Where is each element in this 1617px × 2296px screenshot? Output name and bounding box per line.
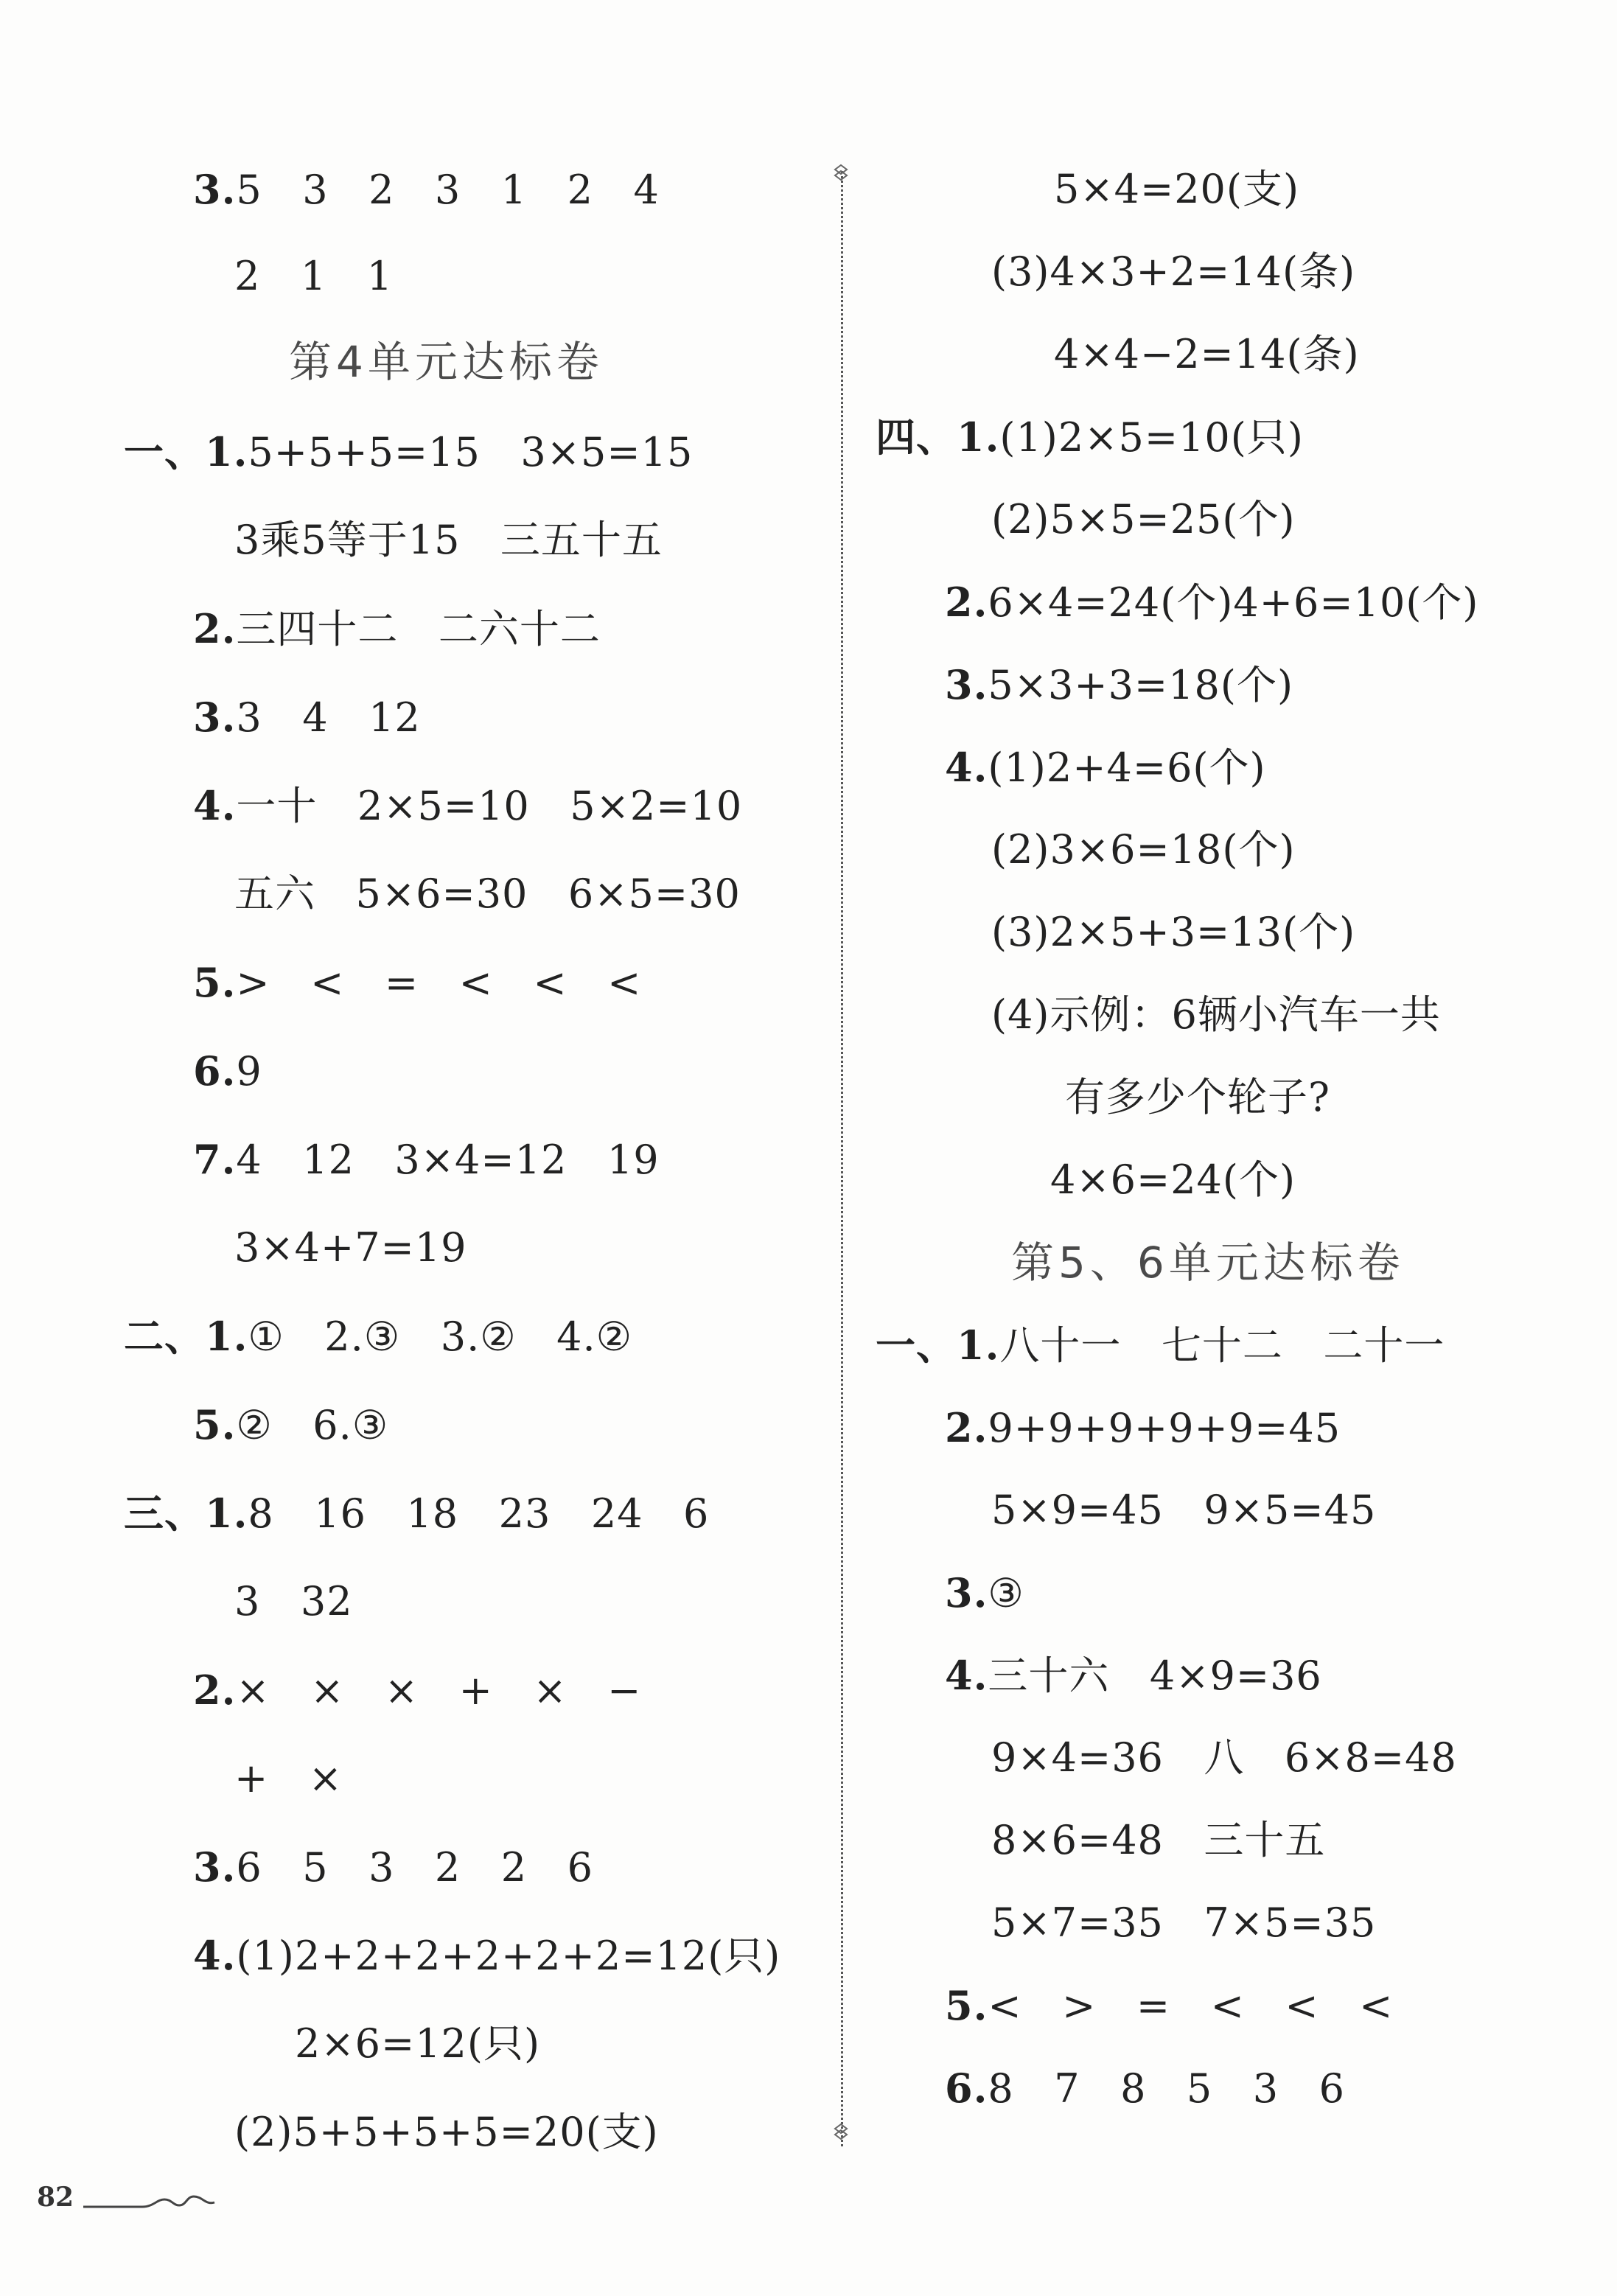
answer-text: 有多少个轮子? bbox=[1065, 1074, 1330, 1120]
answer-text: 3 32 bbox=[234, 1578, 353, 1625]
question-number: 2. bbox=[945, 579, 988, 626]
answer-line bbox=[1054, 164, 1299, 215]
answer-text: 6 5 3 2 2 6 bbox=[236, 1844, 593, 1891]
answer-line bbox=[876, 411, 1304, 464]
answer-line bbox=[991, 246, 1355, 298]
question-number: 7. bbox=[193, 1136, 237, 1183]
answer-text: ② 6.③ bbox=[236, 1402, 389, 1448]
answer-text: 一十 2×5=10 5×2=10 bbox=[236, 783, 743, 829]
answer-line bbox=[234, 1753, 343, 1804]
answer-text: 9 bbox=[236, 1048, 262, 1095]
answer-text: 6×4=24(个)4+6=10(个) bbox=[988, 579, 1479, 626]
answer-line bbox=[193, 691, 421, 744]
answer-text: (2)5+5+5+5=20(支) bbox=[234, 2109, 659, 2155]
answer-line bbox=[945, 659, 1293, 711]
answer-text: 三十六 4×9=36 bbox=[988, 1653, 1322, 1699]
answer-line bbox=[193, 1930, 780, 1982]
answer-text: 5×3+3=18(个) bbox=[988, 662, 1294, 708]
page-number: 82 bbox=[37, 2182, 74, 2213]
answer-text: < > = < < < bbox=[988, 1983, 1394, 2029]
answer-text: 8×6=48 三十五 bbox=[991, 1817, 1326, 1863]
answer-line bbox=[193, 1841, 593, 1894]
answer-text: ③ bbox=[988, 1570, 1024, 1616]
answer-text: 五六 5×6=30 6×5=30 bbox=[234, 870, 741, 917]
answer-text: (2)5×5=25(个) bbox=[991, 496, 1296, 542]
answer-line bbox=[234, 2107, 659, 2158]
answer-line bbox=[945, 1650, 1322, 1702]
answer-line bbox=[991, 1897, 1376, 1949]
answer-text: 5 3 2 3 1 2 4 bbox=[236, 167, 660, 213]
question-number: 2. bbox=[193, 1667, 237, 1714]
question-number: 2. bbox=[945, 1404, 988, 1451]
section-heading: 第4单元达标卷 bbox=[289, 337, 604, 387]
answer-text: (3)2×5+3=13(个) bbox=[991, 909, 1356, 955]
question-number: 4. bbox=[945, 744, 988, 791]
answer-text: + × bbox=[234, 1755, 343, 1801]
answer-text: 3×4+7=19 bbox=[234, 1224, 467, 1271]
answer-text: (3)4×3+2=14(条) bbox=[991, 248, 1356, 295]
answer-text: 8 7 8 5 3 6 bbox=[988, 2065, 1345, 2112]
answer-text: × × × + × − bbox=[236, 1667, 642, 1714]
answer-line bbox=[193, 1134, 660, 1186]
answer-line bbox=[876, 1319, 1445, 1372]
answer-line bbox=[234, 1222, 467, 1274]
question-number: 4. bbox=[193, 782, 237, 829]
question-number: 二、1. bbox=[124, 1313, 248, 1360]
answer-text: 4×4−2=14(条) bbox=[1054, 331, 1360, 377]
cloud-ornament-icon bbox=[83, 2185, 216, 2214]
question-number: 三、1. bbox=[124, 1490, 248, 1537]
answer-line bbox=[991, 824, 1296, 876]
answer-text: > < = < < < bbox=[236, 960, 642, 1006]
answer-text: (4)示例：6辆小汽车一共 bbox=[991, 991, 1441, 1038]
answer-line bbox=[991, 989, 1441, 1041]
answer-line bbox=[991, 1484, 1376, 1536]
question-number: 5. bbox=[945, 1982, 988, 2029]
question-number: 一、1. bbox=[876, 1322, 1000, 1369]
answer-text: 4×6=24(个) bbox=[1050, 1156, 1296, 1203]
answer-line bbox=[193, 780, 742, 832]
answer-line bbox=[1065, 1072, 1330, 1123]
answer-line bbox=[991, 494, 1296, 545]
answer-text: (1)2+4=6(个) bbox=[988, 744, 1266, 791]
answer-text: 三四十二 二六十二 bbox=[236, 606, 601, 652]
question-number: 四、1. bbox=[876, 414, 1000, 461]
answer-line bbox=[234, 1576, 353, 1627]
question-number: 3. bbox=[945, 661, 988, 708]
answer-text: 2 1 1 bbox=[234, 253, 394, 299]
answer-line bbox=[945, 742, 1266, 794]
answer-line bbox=[945, 576, 1478, 629]
divider-ornament-bottom bbox=[832, 2123, 850, 2140]
question-number: 3. bbox=[193, 166, 237, 213]
answer-line bbox=[193, 957, 641, 1009]
section-heading: 第5、6单元达标卷 bbox=[1011, 1238, 1405, 1288]
question-number: 3. bbox=[193, 1843, 237, 1891]
divider-ornament-top bbox=[832, 164, 850, 181]
question-number: 5. bbox=[193, 959, 237, 1006]
answer-line bbox=[124, 426, 693, 478]
answer-line bbox=[1050, 1154, 1296, 1206]
answer-text: 5×4=20(支) bbox=[1054, 166, 1300, 212]
answer-line bbox=[193, 1664, 641, 1717]
answer-text: 9×4=36 八 6×8=48 bbox=[991, 1734, 1457, 1781]
answer-line bbox=[945, 1567, 1024, 1619]
question-number: 4. bbox=[193, 1932, 237, 1979]
answer-line bbox=[945, 2062, 1345, 2115]
answer-line bbox=[193, 603, 601, 655]
answer-line bbox=[991, 1732, 1457, 1784]
question-number: 3. bbox=[193, 694, 237, 741]
answer-text: 5×7=35 7×5=35 bbox=[991, 1899, 1377, 1946]
answer-line bbox=[945, 1402, 1341, 1454]
answer-text: 3 4 12 bbox=[236, 694, 421, 741]
question-number: 4. bbox=[945, 1652, 988, 1699]
answer-text: (1)2+2+2+2+2+2=12(只) bbox=[236, 1933, 781, 1979]
answer-line bbox=[234, 868, 741, 920]
answer-text: 8 16 18 23 24 6 bbox=[248, 1490, 710, 1537]
answer-line bbox=[991, 1815, 1325, 1866]
answer-line bbox=[991, 907, 1355, 958]
question-number: 6. bbox=[193, 1047, 237, 1095]
answer-line bbox=[193, 1045, 262, 1098]
answer-text: 5+5+5=15 3×5=15 bbox=[248, 429, 694, 475]
answer-line bbox=[1054, 329, 1360, 380]
answer-text: ① 2.③ 3.② 4.② bbox=[248, 1313, 633, 1360]
answer-text: (2)3×6=18(个) bbox=[991, 826, 1296, 873]
answer-line bbox=[234, 251, 393, 302]
answer-text: (1)2×5=10(只) bbox=[999, 414, 1304, 461]
answer-text: 八十一 七十二 二十一 bbox=[999, 1322, 1445, 1369]
answer-line bbox=[234, 514, 663, 566]
answer-line bbox=[124, 1311, 632, 1363]
answer-text: 9+9+9+9+9=45 bbox=[988, 1405, 1341, 1451]
answer-line bbox=[945, 1980, 1393, 2032]
page-footer bbox=[37, 2182, 216, 2214]
answer-text: 5×9=45 9×5=45 bbox=[991, 1487, 1377, 1533]
question-number: 6. bbox=[945, 2065, 988, 2112]
answer-line bbox=[124, 1487, 709, 1540]
question-number: 2. bbox=[193, 605, 237, 652]
answer-line bbox=[295, 2018, 540, 2070]
answer-text: 4 12 3×4=12 19 bbox=[236, 1137, 660, 1183]
question-number: 5. bbox=[193, 1401, 237, 1448]
answer-line bbox=[193, 1399, 388, 1451]
column-divider bbox=[841, 171, 843, 2146]
question-number: 3. bbox=[945, 1569, 988, 1616]
answer-text: 3乘5等于15 三五十五 bbox=[234, 517, 663, 563]
question-number: 一、1. bbox=[124, 428, 248, 475]
answer-text: 2×6=12(只) bbox=[295, 2020, 541, 2067]
answer-line bbox=[193, 164, 660, 216]
